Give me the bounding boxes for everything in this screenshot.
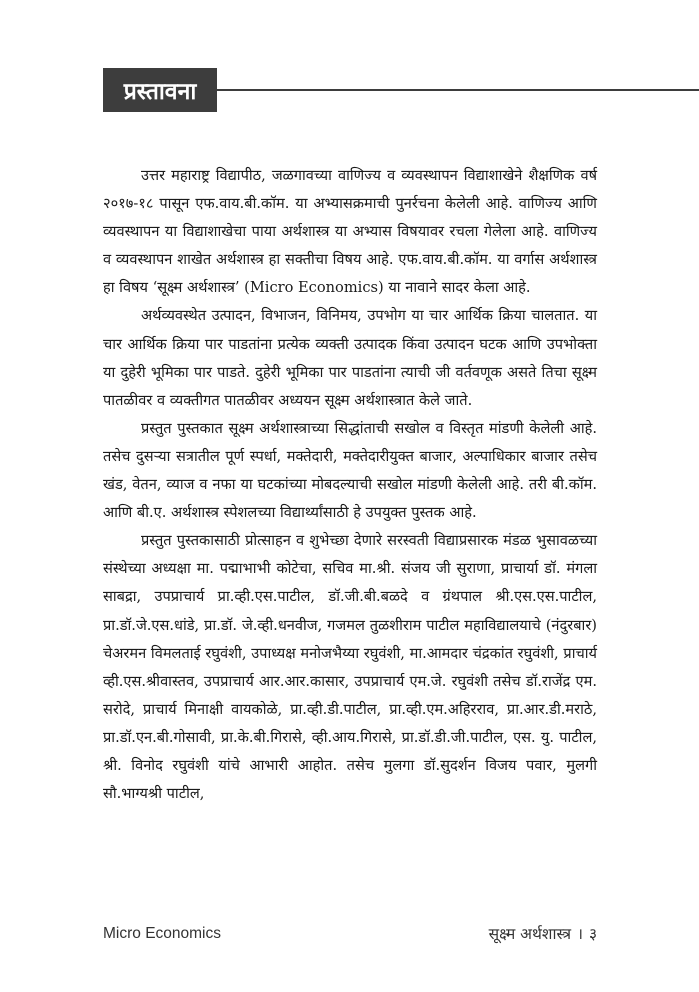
paragraph-4: प्रस्तुत पुस्तकासाठी प्रोत्साहन व शुभेच्छा देणारे सरस्वती विद्याप्रसारक मंडळ भुसावळच्या संस्थेच्या अध्यक्षा मा. पद्माभाभी कोटेचा, सचिव मा.श्री. संजय जी सुराणा, प्राचार्या डॉ. मंगला साबद्रा, उपप्राचार्य प्रा.व्ही.एस.पाटील, डॉ.जी.बी.बळदे व ग्रंथपाल श्री.एस.एस.पाटील, प्रा.डॉ.जे.एस.धांडे, प्रा.डॉ. जे.व्ही.धनवीज, गजमल तुळशीराम पाटील महाविद्यालयाचे (नंदुरबार) चेअरमन विमलताई रघुवंशी, उपाध्यक्ष मनोजभैय्या रघुवंशी, मा.आमदार चंद्रकांत रघुवंशी, प्राचार्य व्ही.एस.श्रीवास्तव, उपप्राचार्य आर.आर.कासार, उपप्राचार्य एम.जे. रघुवंशी तसेच डॉ.राजेंद्र एम. सरोदे, प्राचार्य मिनाक्षी वायकोळे, प्रा.व्ही.डी.पाटील, प्रा.व्ही.एम.अहिरराव, प्रा.आर.डी.मराठे, प्रा.डॉ.एन.बी.गोसावी, प्रा.के.बी.गिरासे, व्ही.आय.गिरासे, प्रा.डॉ.डी.जी.पाटील, एस. यु. पाटील, श्री. विनोद रघुवंशी यांचे आभारी आहोत. तसेच मुलगा डॉ.सुदर्शन विजय पवार, मुलगी सौ.भाग्यश्री पाटील, [103, 532, 597, 803]
footer-book-title-marathi: सूक्ष्म अर्थशास्त्र [488, 925, 572, 943]
heading-rule [217, 89, 699, 91]
footer-book-title-english: Micro Economics [103, 925, 221, 942]
body-text [103, 162, 597, 808]
paragraph-1: उत्तर महाराष्ट्र विद्यापीठ, जळगावच्या वाणिज्य व व्यवस्थापन विद्याशाखेने शैक्षणिक वर्ष २०१७-१८ पासून एफ.वाय.बी.कॉम. या अभ्यासक्रमाची पुनर्रचना केलेली आहे. वाणिज्य आणि व्यवस्थापन या विद्याशाखेचा पाया अर्थशास्त्र या अभ्यास विषयावर रचला गेलेला आहे. वाणिज्य व व्यवस्थापन शाखेत अर्थशास्त्र हा सक्तीचा विषय आहे. एफ.वाय.बी.कॉम. या वर्गास अर्थशास्त्र हा विषय ‘सूक्ष्म अर्थशास्त्र’ (Micro Economics) या नावाने सादर केला आहे. [103, 167, 597, 297]
paragraph-3: प्रस्तुत पुस्तकात सूक्ष्म अर्थशास्त्राच्या सिद्धांताची सखोल व विस्तृत मांडणी केलेली आहे. तसेच दुसऱ्या सत्रातील पूर्ण स्पर्धा, मक्तेदारी, मक्तेदारीयुक्त बाजार, अल्पाधिकार बाजार तसेच खंड, वेतन, व्याज व नफा या घटकांच्या मोबदल्याची सखोल मांडणी केलेली आहे. तरी बी.कॉम. आणि बी.ए. अर्थशास्त्र स्पेशलच्या विद्यार्थ्यांसाठी हे उपयुक्त पुस्तक आहे. [103, 419, 597, 522]
footer-page-info [489, 922, 597, 944]
footer-separator: । [577, 925, 583, 943]
page-number: ३ [588, 925, 597, 943]
paragraph-2: अर्थव्यवस्थेत उत्पादन, विभाजन, विनिमय, उपभोग या चार आर्थिक क्रिया चालतात. या चार आर्थिक क्रिया पार पाडतांना प्रत्येक व्यक्ती उत्पादक किंवा उत्पादन घटक आणि उपभोक्ता या दुहेरी भूमिका पार पाडते. दुहेरी भूमिका पार पाडतांना त्याची जी वर्तवणूक असते तिचा सूक्ष्म पातळीवर व व्यक्तीगत पातळीवर अध्ययन सूक्ष्म अर्थशास्त्रात केले जाते. [103, 307, 597, 409]
section-heading [103, 68, 217, 112]
section-heading-title: प्रस्तावना [123, 79, 197, 105]
